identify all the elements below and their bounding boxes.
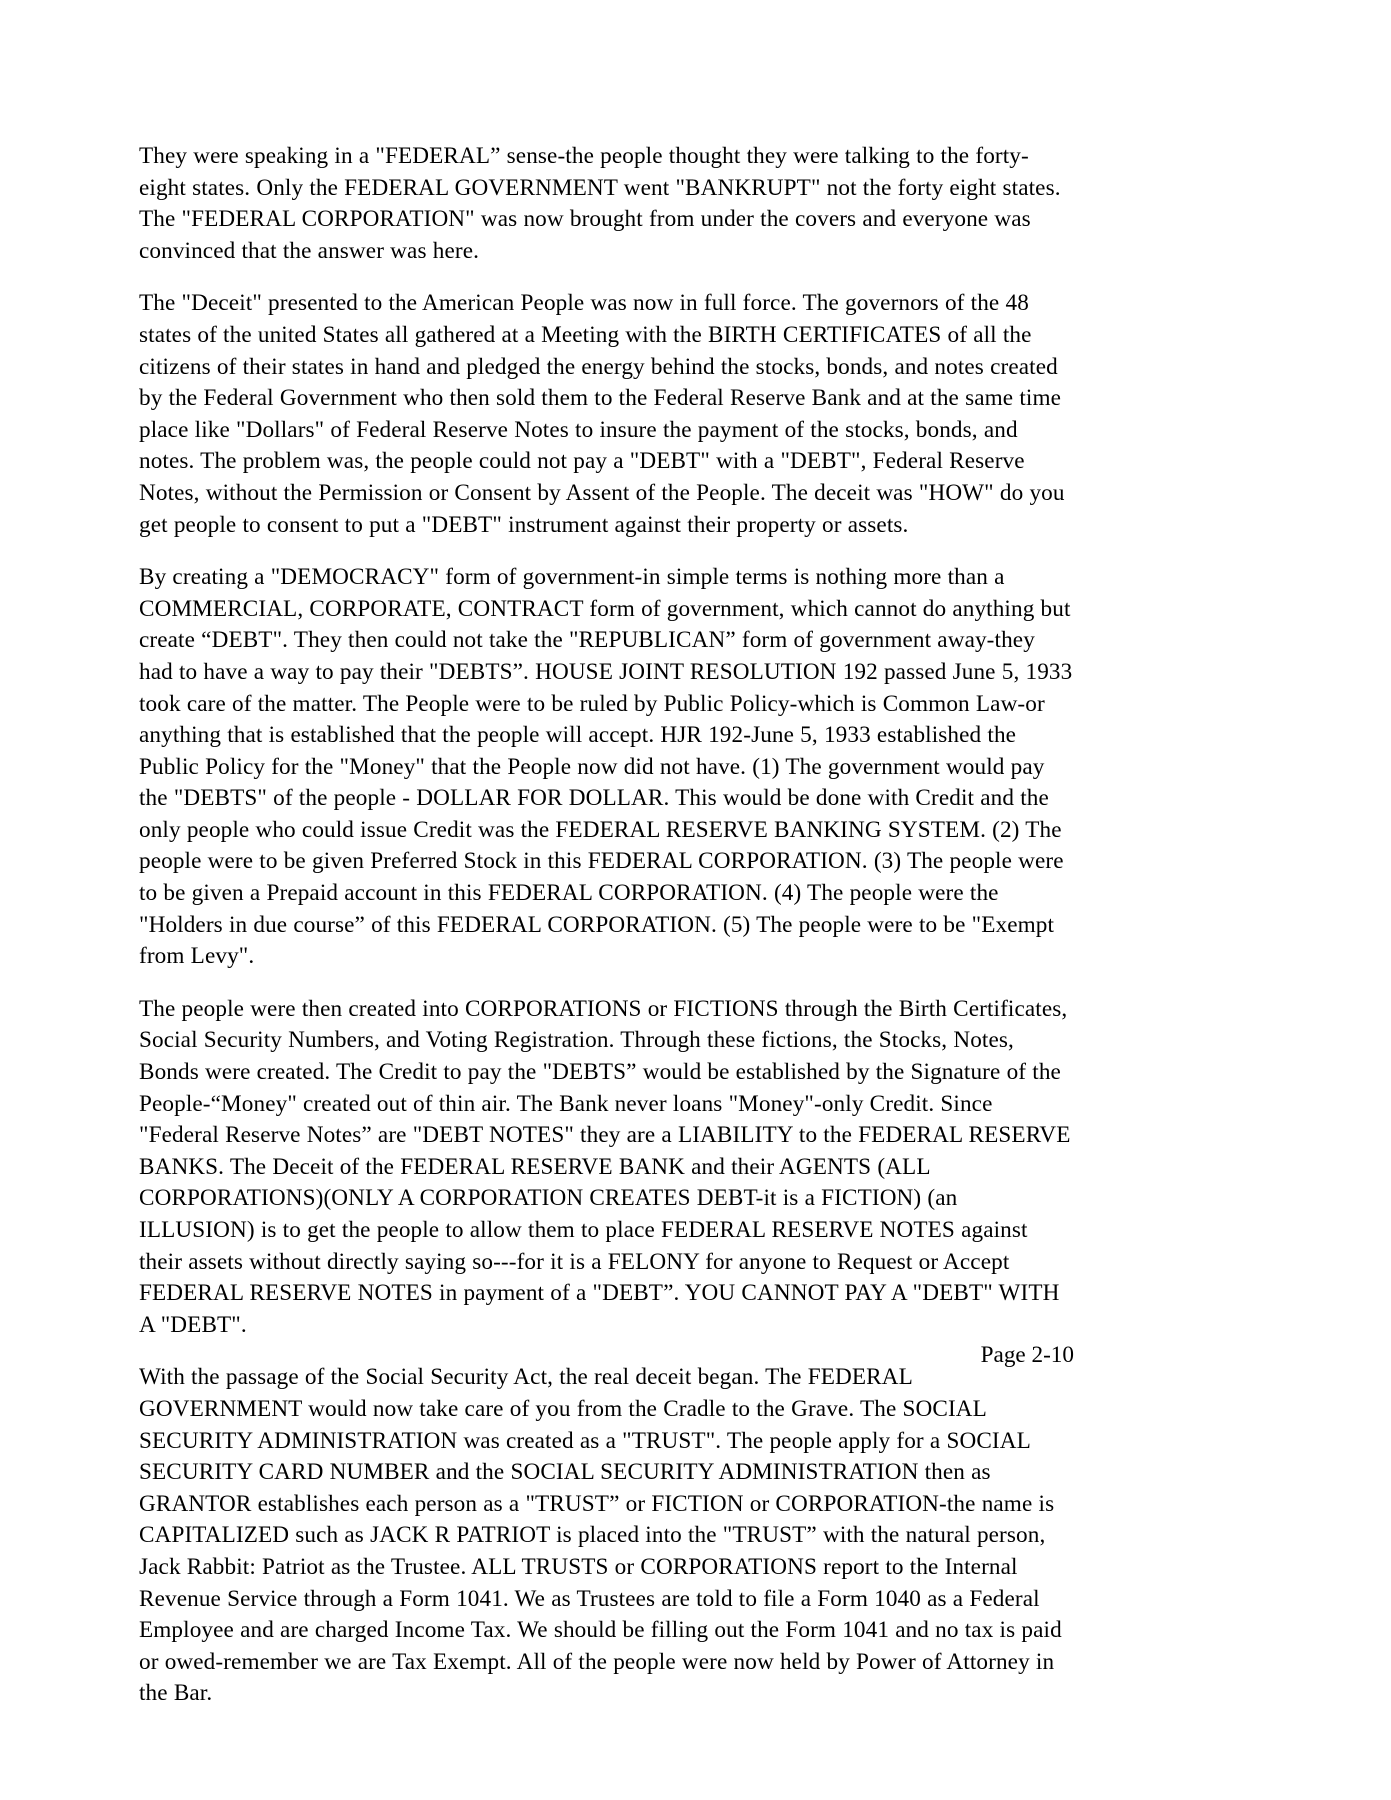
page-number-footer: Page 2-10: [980, 1342, 1074, 1368]
paragraph-5: With the passage of the Social Security Act, the real deceit began. The FEDERAL GOVERNMENT would now take care of you from the Cradle to the Grave. The SOCIAL SECURITY ADMINISTRATION was created as a "TRUST". The people apply for a SOCIAL SECURITY CARD NUMBER and the SOCIAL SECURITY ADMINISTRATION then as GRANTOR establishes each person as a "TRUST” or FICTION or CORPORATION-the name is CAPITALIZED such as JACK R PATRIOT is placed into the "TRUST” with the natural person, Jack Rabbit: Patriot as the Trustee. ALL TRUSTS or CORPORATIONS report to the Internal Revenue Service through a Form 1041. We as Trustees are told to file a Form 1040 as a Federal Employee and are charged Income Tax. We should be filling out the Form 1041 and no tax is paid or owed-remember we are Tax Exempt. All of the people were now held by Power of Attorney in the Bar.: [139, 1364, 1062, 1707]
paragraph-4: The people were then created into CORPORATIONS or FICTIONS through the Birth Certificates, Social Security Numbers, and Voting Registration. Through these fictions, the Stocks, Notes, Bonds were created. The Credit to pay the "DEBTS” would be established by the Signature of the People-“Money" created out of thin air. The Bank never loans "Money"-only Credit. Since "Federal Reserve Notes” are "DEBT NOTES" they are a LIABILITY to the FEDERAL RESERVE BANKS. The Deceit of the FEDERAL RESERVE BANK and their AGENTS (ALL CORPORATIONS)(ONLY A CORPORATION CREATES DEBT-it is a FICTION) (an ILLUSION) is to get the people to allow them to place FEDERAL RESERVE NOTES against their assets without directly saying so---for it is a FELONY for anyone to Request or Accept FEDERAL RESERVE NOTES in payment of a "DEBT”. YOU CANNOT PAY A "DEBT" WITH A "DEBT".: [139, 995, 1071, 1338]
paragraph-2: The "Deceit" presented to the American People was now in full force. The governors of the 48 states of the united States all gathered at a Meeting with the BIRTH CERTIFICATES of all the citizens of their states in hand and pledged the energy behind the stocks, bonds, and notes created by the Federal Government who then sold them to the Federal Reserve Bank and at the same time place like "Dollars" of Federal Reserve Notes to insure the payment of the stocks, bonds, and notes. The problem was, the people could not pay a "DEBT" with a "DEBT", Federal Reserve Notes, without the Permission or Consent by Assent of the People. The deceit was "HOW" do you get people to consent to put a "DEBT" instrument against their property or assets.: [139, 290, 1065, 538]
document-body: [139, 141, 1074, 1710]
paragraph-3: By creating a "DEMOCRACY" form of government-in simple terms is nothing more than a COMMERCIAL, CORPORATE, CONTRACT form of government, which cannot do anything but create “DEBT". They then could not take the "REPUBLICAN” form of government away-they had to have a way to pay their "DEBTS”. HOUSE JOINT RESOLUTION 192 passed June 5, 1933 took care of the matter. The People were to be ruled by Public Policy-which is Common Law-or anything that is established that the people will accept. HJR 192-June 5, 1933 established the Public Policy for the "Money" that the People now did not have. (1) The government would pay the "DEBTS" of the people - DOLLAR FOR DOLLAR. This would be done with Credit and the only people who could issue Credit was the FEDERAL RESERVE BANKING SYSTEM. (2) The people were to be given Preferred Stock in this FEDERAL CORPORATION. (3) The people were to be given a Prepaid account in this FEDERAL CORPORATION. (4) The people were the "Holders in due course” of this FEDERAL CORPORATION. (5) The people were to be "Exempt from Levy".: [139, 564, 1073, 970]
paragraph-1: They were speaking in a "FEDERAL” sense-the people thought they were talking to the forty-eight states. Only the FEDERAL GOVERNMENT went "BANKRUPT" not the forty eight states. The "FEDERAL CORPORATION" was now brought from under the covers and everyone was convinced that the answer was here.: [139, 143, 1061, 264]
